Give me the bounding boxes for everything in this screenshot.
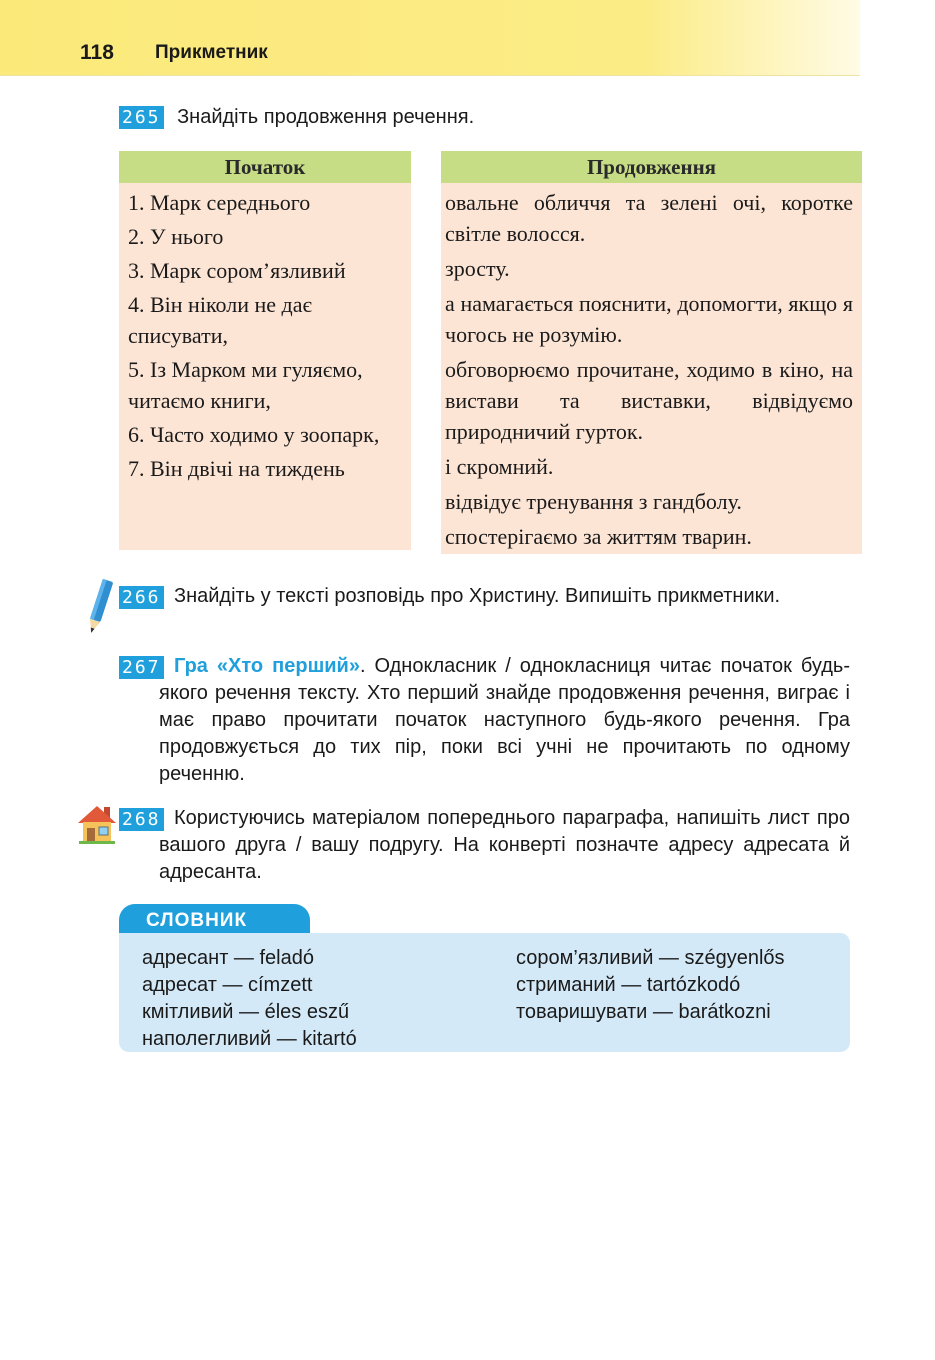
dictionary-entry: товаришувати — barátkozni [516,1001,771,1023]
dictionary-title: СЛОВНИК [119,904,310,935]
table-continuation-column [441,151,862,554]
dictionary-entry: адресант — feladó [142,947,314,969]
sentence-continuation: спостерігаємо за життям тварин. [445,524,752,549]
sentence-continuation: а намагається пояснити, допомогти, якщо я чогось не розумію. [445,291,853,347]
table-header-start: Початок [119,151,411,183]
section-title: Прикметник [155,42,268,63]
exercise-number: 266 [119,586,164,609]
dictionary-right-column [516,945,785,1026]
torn-edge-divider [409,141,445,561]
sentence-start: 1. Марк середнього [128,190,311,215]
sentence-continuation: і скромний. [445,454,554,479]
exercise-text: . Однокласник / однокласниця читає початок будь-якого речення тексту. Хто перший знайде продовження речення, виграє і має право прочитати початок наступного будь-якого речення. Гра продовжується до тих пір, поки всі учні не прочитають по одному реченню. [159,655,850,785]
exercise-265 [119,104,850,131]
dictionary-left-column [142,945,357,1053]
table-start-column [119,151,411,550]
table-body-continuation [441,183,862,554]
table-header-continuation: Продовження [441,151,862,183]
dictionary-entry: кмітливий — éles eszű [142,1001,350,1023]
exercise-267 [119,653,850,788]
dictionary-entry: наполегливий — kitartó [142,1028,357,1050]
dictionary-entry: адресат — címzett [142,974,313,996]
page-number: 118 [80,41,114,64]
sentence-continuation: овальне обличчя та зелені очі, коротке світле волосся. [445,190,853,246]
sentence-start: 6. Часто ходимо у зоопарк, [128,422,380,447]
exercise-number: 267 [119,656,164,679]
dictionary-entry: сором’язливий — szégyenlős [516,947,785,969]
sentence-continuation: обговорюємо прочитане, ходимо в кіно, на вистави та виставки, відвідуємо природничий гурток. [445,357,853,444]
table-body-start [119,183,411,550]
sentence-start: 2. У нього [128,224,224,249]
exercise-number: 268 [119,808,164,831]
sentence-start: 7. Він двічі на тиждень [128,456,345,481]
exercise-number: 265 [119,106,164,129]
sentence-start: 3. Марк сором’язливий [128,258,346,283]
exercise-text: Користуючись матеріалом попереднього параграфа, напишіть лист про вашого друга / вашу подругу. На конверті позначте адресу адресата й адресанта. [159,807,850,883]
exercise-268 [119,805,850,886]
sentence-continuation: зросту. [445,256,510,281]
dictionary-box [119,933,850,1052]
page-header [0,0,860,76]
house-icon [76,802,118,844]
exercise-266 [119,583,850,610]
game-title: Гра «Хто перший» [174,655,360,677]
sentence-continuation: відвідує тренування з гандболу. [445,489,742,514]
dictionary-entry: стриманий — tartózkodó [516,974,741,996]
sentence-start: 5. Із Марком ми гуляємо, читаємо книги, [128,357,363,413]
sentence-start: 4. Він ніколи не дає списувати, [128,292,312,348]
pencil-icon [84,577,114,637]
exercise-text: Знайдіть у тексті розповідь про Христину. Випишіть прикметники. [174,585,781,607]
exercise-instruction: Знайдіть продовження речення. [177,106,475,128]
